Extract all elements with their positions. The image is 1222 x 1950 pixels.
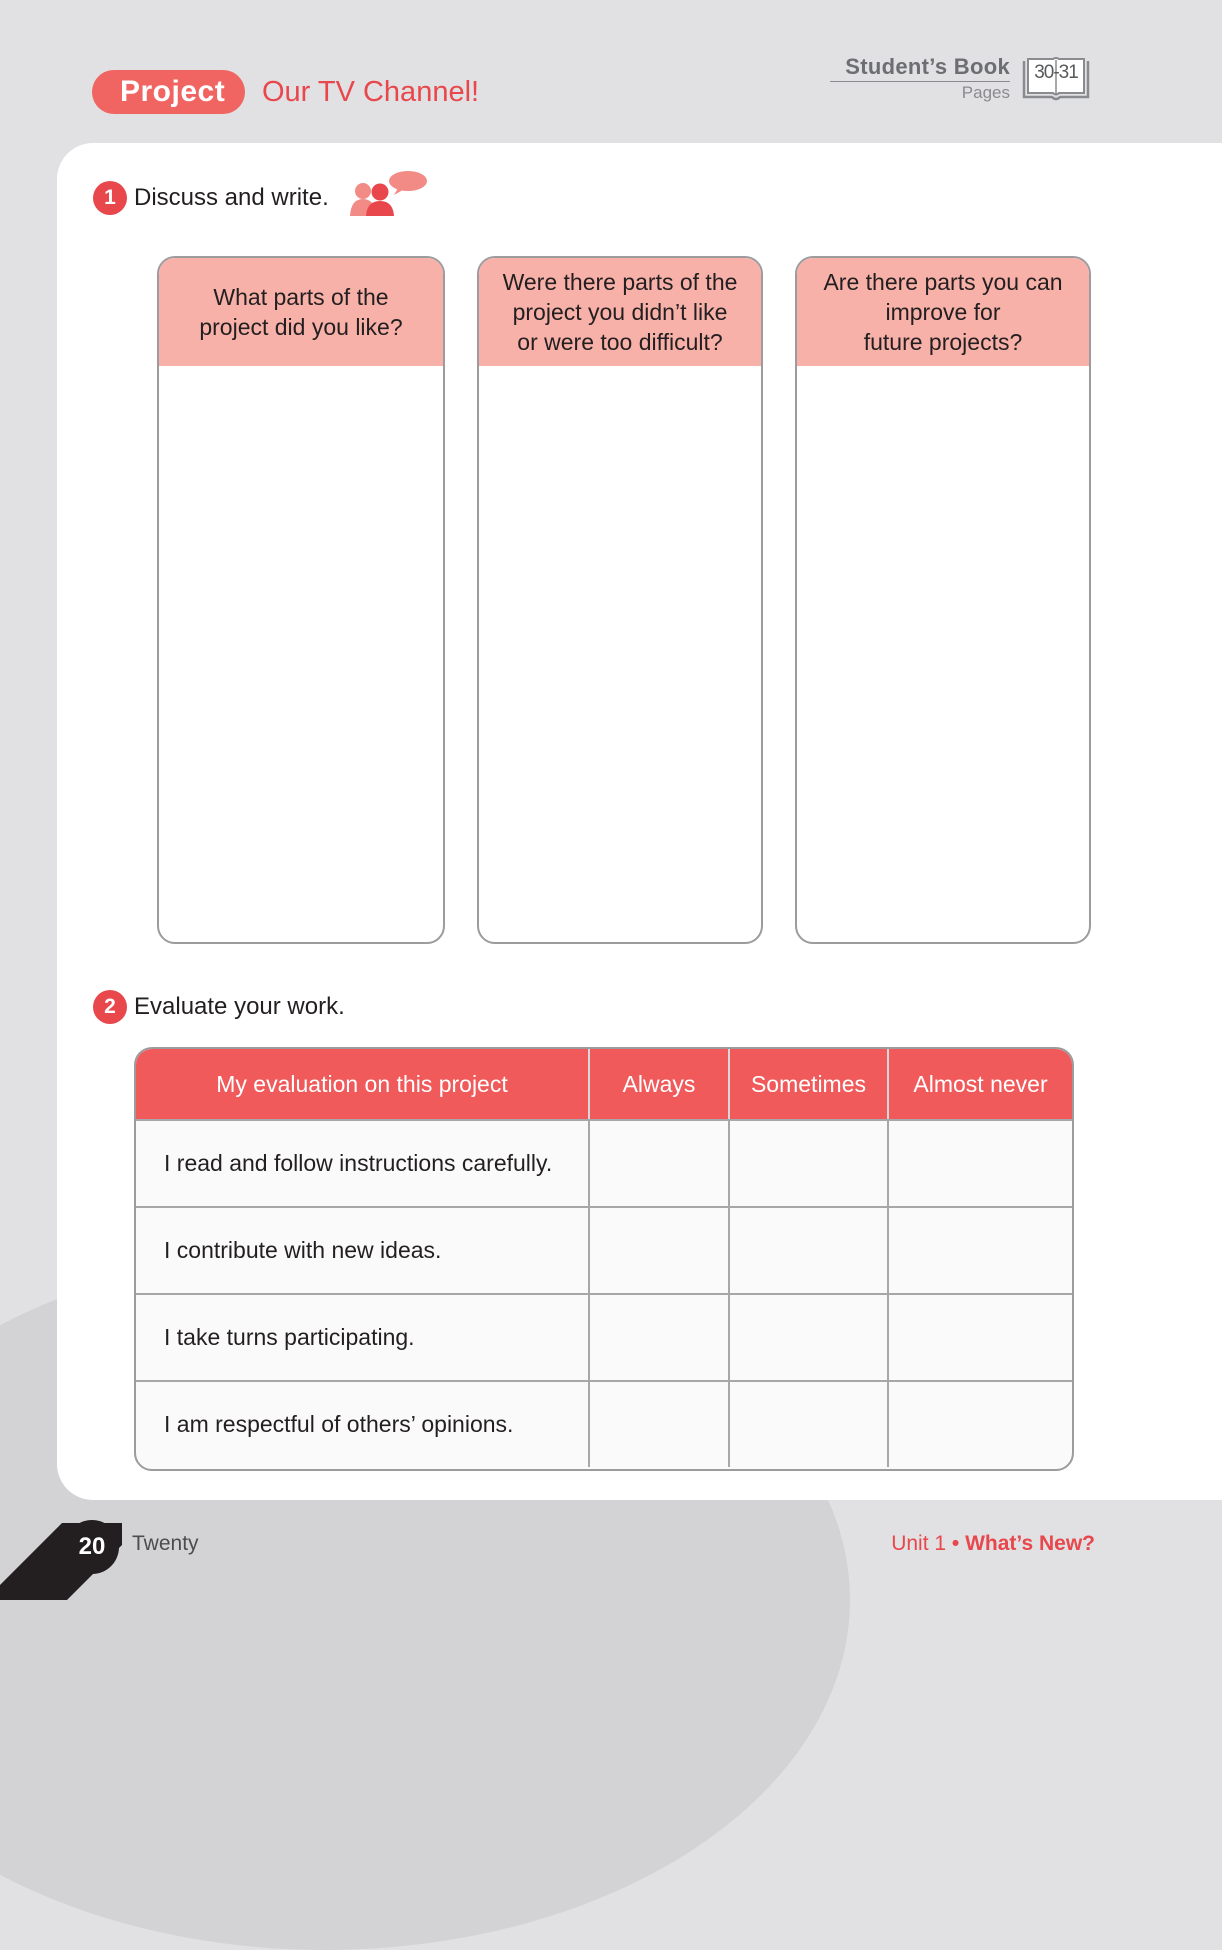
question-box-liked — [157, 256, 445, 944]
step-1-badge: 1 — [93, 181, 127, 215]
unit-title: What’s New? — [965, 1532, 1095, 1555]
unit-number: Unit 1 — [891, 1532, 947, 1555]
book-pages-number: 30-31 — [1034, 62, 1078, 83]
answer-cell-sometimes[interactable] — [730, 1208, 889, 1293]
question-box-difficult — [477, 256, 763, 944]
table-row — [136, 1380, 1072, 1467]
answer-cell-always[interactable] — [590, 1382, 730, 1467]
column-header-evaluation: My evaluation on this project — [136, 1049, 590, 1119]
page-number-word: Twenty — [132, 1532, 199, 1555]
answer-cell-almost-never[interactable] — [889, 1295, 1072, 1380]
column-header-always: Always — [590, 1049, 730, 1119]
answer-cell-almost-never[interactable] — [889, 1208, 1072, 1293]
people-talking-icon — [350, 168, 430, 218]
question-header: What parts of the project did you like? — [159, 258, 443, 366]
answer-cell-almost-never[interactable] — [889, 1121, 1072, 1206]
table-row — [136, 1206, 1072, 1293]
students-book-label: Student’s Book — [845, 54, 1010, 79]
answer-cell-sometimes[interactable] — [730, 1295, 889, 1380]
table-row — [136, 1119, 1072, 1206]
project-tag: Project — [92, 70, 245, 114]
pages-label: Pages — [961, 83, 1010, 102]
answer-cell-almost-never[interactable] — [889, 1382, 1072, 1467]
step-2-badge: 2 — [93, 990, 127, 1024]
statement-cell: I am respectful of others’ opinions. — [136, 1382, 590, 1467]
unit-label — [891, 1532, 1095, 1556]
statement-cell: I contribute with new ideas. — [136, 1208, 590, 1293]
evaluation-table — [134, 1047, 1074, 1471]
column-header-sometimes: Sometimes — [730, 1049, 889, 1119]
answer-cell-sometimes[interactable] — [730, 1382, 889, 1467]
answer-cell-always[interactable] — [590, 1295, 730, 1380]
step-2-instruction: Evaluate your work. — [134, 993, 345, 1020]
statement-cell: I read and follow instructions carefully. — [136, 1121, 590, 1206]
page-number: 20 — [78, 1533, 106, 1560]
question-box-improve — [795, 256, 1091, 944]
unit-separator: • — [951, 1532, 960, 1555]
statement-cell: I take turns participating. — [136, 1295, 590, 1380]
question-header: Were there parts of the project you didn’t like or were too difficult? — [479, 258, 761, 366]
open-book-icon — [1020, 57, 1092, 103]
table-header-row — [136, 1049, 1072, 1119]
students-book-reference — [830, 54, 1010, 104]
table-row — [136, 1293, 1072, 1380]
column-header-almost-never: Almost never — [913, 1071, 1048, 1097]
answer-cell-always[interactable] — [590, 1208, 730, 1293]
page-title: Our TV Channel! — [262, 76, 480, 108]
question-header: Are there parts you can improve for future projects? — [797, 258, 1089, 366]
answer-cell-always[interactable] — [590, 1121, 730, 1206]
answer-cell-sometimes[interactable] — [730, 1121, 889, 1206]
step-1-instruction: Discuss and write. — [134, 184, 329, 211]
